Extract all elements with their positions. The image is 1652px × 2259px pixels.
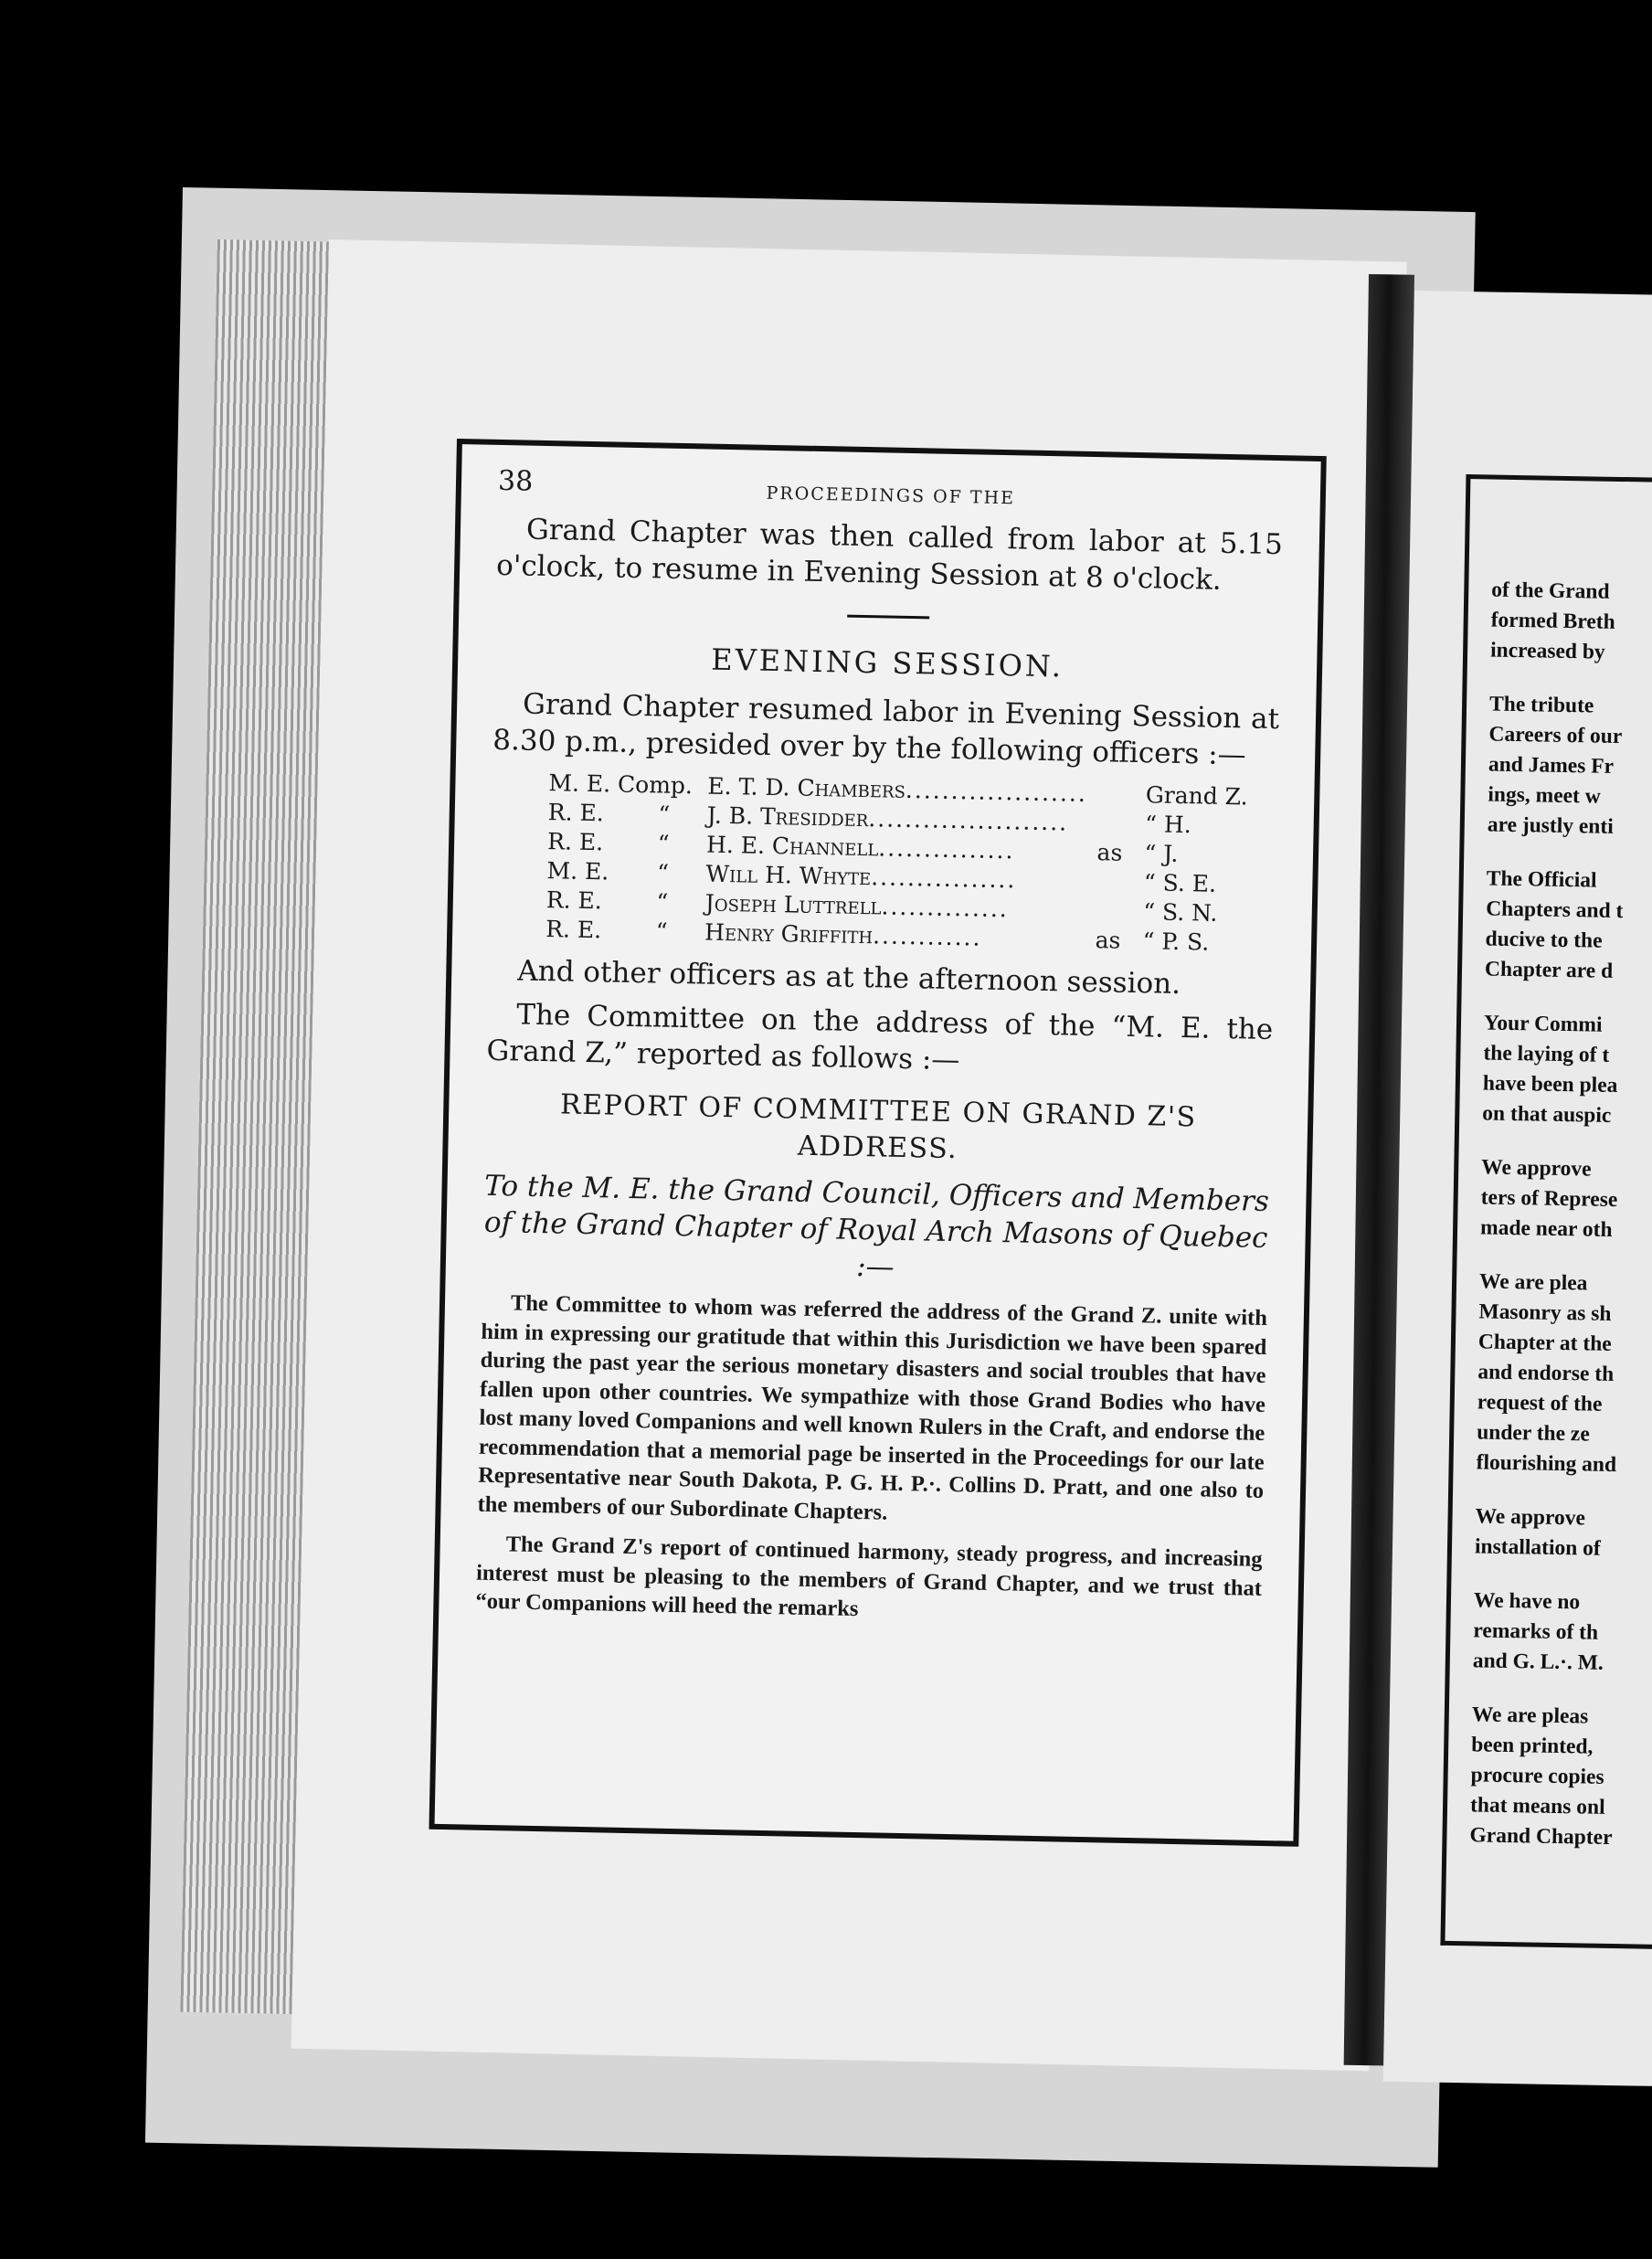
officer-name: J. B. Tresidder...................... — [706, 801, 1069, 836]
right-page-line: installation of — [1474, 1534, 1601, 1561]
right-page-paragraph — [1488, 690, 1652, 844]
right-page-line: We have no — [1473, 1588, 1581, 1615]
officer-name: Joseph Luttrell.............. — [704, 889, 1010, 923]
right-page-line: under the ze — [1476, 1420, 1591, 1447]
officer-as — [1093, 780, 1141, 810]
right-page-line: that means onl — [1469, 1793, 1605, 1819]
officer-rank: M. E. — [546, 857, 609, 886]
right-page-line: increased by — [1489, 638, 1605, 664]
right-page-line: The tribute — [1488, 692, 1594, 718]
running-head: PROCEEDINGS OF THE — [766, 483, 1016, 509]
right-page-paragraph — [1485, 864, 1652, 988]
right-page-line: procure copies — [1470, 1763, 1604, 1789]
right-page-line: on that auspic — [1482, 1101, 1612, 1128]
officer-rank: R. E. — [545, 886, 603, 915]
right-page-paragraph — [1469, 1700, 1652, 1854]
right-page-line: ters of Represe — [1480, 1185, 1618, 1213]
officer-role: “ J. — [1144, 840, 1179, 867]
officer-ditto: “ — [657, 830, 670, 857]
right-page-line: We approve — [1475, 1504, 1586, 1531]
right-page-line: The Official — [1486, 866, 1597, 893]
officer-role: “ S. E. — [1143, 869, 1217, 897]
text-frame — [429, 439, 1326, 1847]
right-page-line: request of the — [1477, 1390, 1603, 1416]
evening-session-paragraph: Grand Chapter resumed labor in Evening Session at 8.30 p.m., presided over by the following officers :— — [492, 687, 1280, 772]
officers-table — [540, 769, 1254, 959]
report-paragraph: The Committee to whom was referred the address of the Grand Z. unite with him in expressing our gratitude that within this Jurisdiction we have been spared during the past year the serious monetary disasters and social troubles that have fallen upon other countries. We sympathize with those Grand Bodies who have lost many loved Companions and well known Rulers in the Craft, and endorse the recommendation that a memorial page be inserted in the Proceedings for our late Representative near South Dakota, P. G. H. P.·. Collins D. Pratt, and one also to the members of our Subordinate Chapters. — [477, 1290, 1268, 1525]
evening-session-heading: EVENING SESSION. — [710, 642, 1064, 684]
right-page-paragraph — [1480, 1152, 1652, 1246]
opening-paragraph: Grand Chapter was then called from labor at 5.15 o'clock, to resume in Evening Session at 8 o'clock. — [495, 513, 1284, 597]
officer-name: E. T. D. Chambers.................... — [707, 772, 1088, 807]
right-page-line: are justly enti — [1487, 812, 1614, 839]
right-page-paragraph — [1476, 1267, 1652, 1481]
right-page-line: and James Fr — [1488, 752, 1615, 779]
page-number: 38 — [497, 464, 534, 498]
right-page-paragraph — [1473, 1586, 1652, 1680]
right-page-line: Chapter at the — [1477, 1330, 1612, 1356]
right-page-line: been printed, — [1471, 1733, 1594, 1759]
right-page-line: Chapter are d — [1484, 957, 1614, 983]
right-page-line: ings, meet w — [1488, 782, 1601, 809]
officer-as — [1091, 867, 1139, 897]
officer-rank: R. E. — [546, 828, 604, 856]
right-page-line: Grand Chapter — [1469, 1823, 1613, 1851]
committee-paragraph: The Committee on the address of the “M. E. the Grand Z,” reported as follows :— — [486, 998, 1274, 1077]
right-page-line: of the Grand — [1491, 578, 1610, 604]
officer-rank: M. E. Comp. — [548, 769, 694, 800]
officer-ditto: “ — [656, 859, 670, 886]
right-page-line: Masonry as sh — [1478, 1299, 1612, 1326]
right-page-line: Your Commi — [1483, 1011, 1603, 1037]
right-page-text — [1469, 576, 1652, 1879]
right-page-line: We approve — [1481, 1155, 1592, 1182]
officer-as: as — [1095, 927, 1121, 954]
right-page-line: remarks of th — [1473, 1618, 1599, 1645]
right-page-line: the laying of t — [1483, 1041, 1610, 1067]
officer-ditto: “ — [655, 917, 668, 945]
address-line: To the M. E. the Grand Council, Officers and Members of the Grand Chapter of Royal Arch Masons of Quebec :— — [483, 1169, 1270, 1284]
right-page-line: formed Breth — [1490, 608, 1615, 634]
right-page — [1383, 291, 1652, 2086]
officer-role: “ H. — [1144, 811, 1191, 839]
right-page-line: ducive to the — [1485, 927, 1603, 953]
right-page-paragraph — [1482, 1008, 1652, 1132]
officer-as — [1092, 809, 1140, 839]
officer-role: Grand Z. — [1145, 781, 1248, 811]
officer-as — [1090, 896, 1138, 927]
right-page-line: We are pleas — [1471, 1702, 1589, 1729]
report-paragraph: The Grand Z's report of continued harmony, steady progress, and increasing interest must be pleasing to the members of Grand Chapter, and we trust that “our Companions will heed the remarks — [475, 1532, 1263, 1622]
section-divider — [847, 615, 929, 620]
officer-as: as — [1096, 839, 1123, 866]
officer-name: Will H. Whyte................ — [705, 860, 1017, 894]
right-page-line: Careers of our — [1488, 722, 1623, 749]
right-page-line: flourishing and — [1476, 1450, 1617, 1478]
officer-role: “ S. N. — [1143, 898, 1218, 927]
right-page-line: Chapters and t — [1485, 896, 1624, 924]
right-page-line: have been plea — [1482, 1071, 1618, 1098]
officer-rank: R. E. — [545, 916, 602, 944]
right-page-paragraph — [1490, 576, 1652, 670]
report-heading: REPORT OF COMMITTEE ON GRAND Z'S ADDRESS. — [559, 1088, 1197, 1166]
other-officers-line: And other officers as at the afternoon session. — [516, 954, 1181, 1002]
right-page-line: and G. L.·. M. — [1472, 1649, 1604, 1675]
officer-ditto: “ — [658, 801, 671, 828]
officer-ditto: “ — [656, 888, 669, 916]
officer-name: H. E. Channell............... — [705, 831, 1015, 864]
right-page-line: and endorse th — [1477, 1360, 1615, 1386]
right-page-line: We are plea — [1478, 1269, 1588, 1296]
officer-role: “ P. S. — [1142, 928, 1210, 956]
officer-rank: R. E. — [547, 799, 605, 827]
right-page-line: made near oth — [1479, 1215, 1613, 1242]
page-content — [475, 465, 1284, 1632]
right-page-paragraph — [1475, 1501, 1652, 1565]
officer-name: Henry Griffith............ — [704, 918, 982, 951]
